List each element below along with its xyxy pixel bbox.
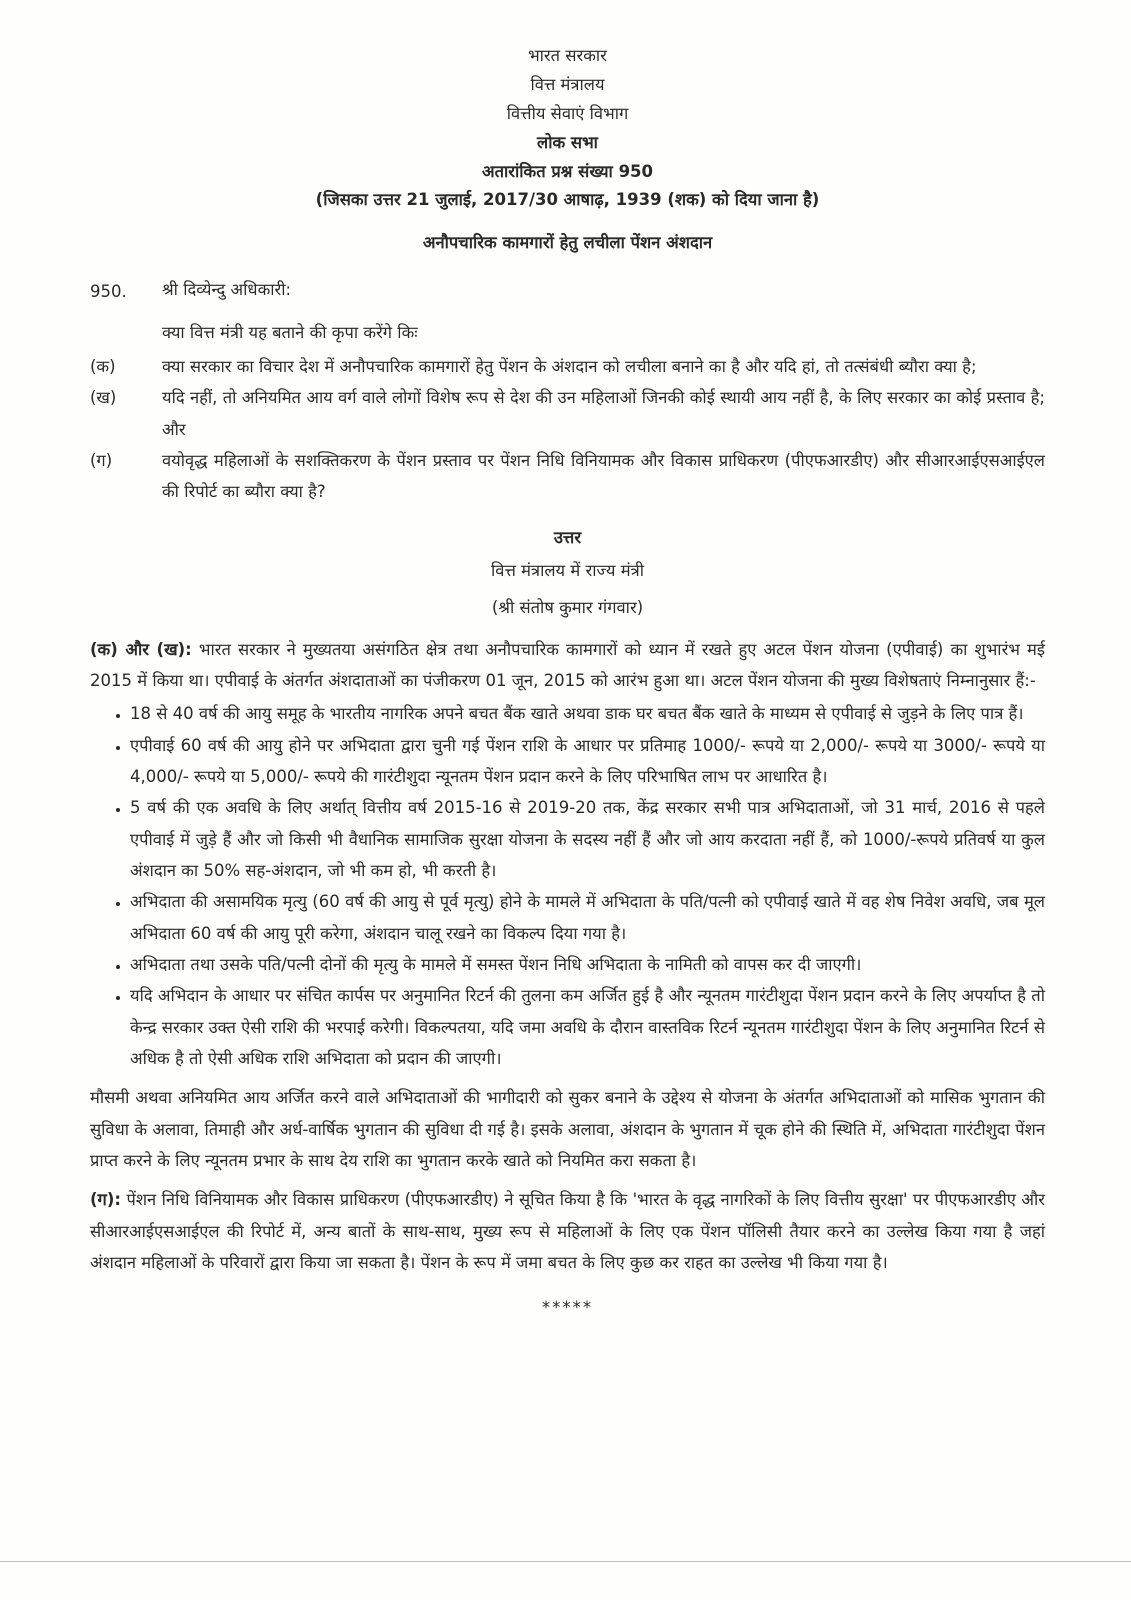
answer-date-line: (जिसका उत्तर 21 जुलाई, 2017/30 आषाढ़, 1939 (शक) को दिया जाना है)	[315, 190, 820, 210]
question-part-ka	[90, 351, 1045, 382]
government-name: भारत सरकार	[528, 46, 607, 65]
document-header	[90, 42, 1045, 258]
feature-item	[130, 698, 1045, 729]
question-part-label: (ख)	[90, 388, 117, 408]
question-intro: क्या वित्त मंत्री यह बताने की कृपा करेंगे किः	[162, 323, 418, 343]
feature-item-text: 5 वर्ष की एक अवधि के लिए अर्थात् वित्तीय वर्ष 2015-16 से 2019-20 तक, केंद्र सरकार सभी पात्र अभिदाताओं, जो 31 मार्च, 2016 से पहले एपीवाई में जुड़े हैं और जो किसी भी वैधानिक सामाजिक सुरक्षा योजना के सदस्य नहीं हैं और जो आय करदाता नहीं हैं, को 1000/-रूपये प्रतिवर्ष या कुल अंशदान का 50% सह-अंशदान, जो भी कम हो, भी करती है।	[130, 798, 1045, 880]
question-part-kha	[90, 382, 1045, 445]
answer-section	[90, 522, 1045, 1324]
answer-para-ga-label: (ग):	[90, 1190, 121, 1210]
feature-item-text: अभिदाता तथा उसके पति/पत्नी दोनों की मृत्यु के मामले में समस्त पेंशन निधि अभिदाता के नामिती को वापस कर दी जाएगी।	[130, 955, 862, 974]
minister-name: (श्री संतोष कुमार गंगवार)	[491, 598, 644, 618]
feature-item-text: 18 से 40 वर्ष की आयु समूह के भारतीय नागरिक अपने बचत बैंक खाते अथवा डाक घर बचत बैंक खाते के माध्यम से एपीवाई से जुड़ने के लिए पात्र हैं।	[130, 704, 1024, 724]
ministry-name: वित्त मंत्रालय	[530, 74, 605, 94]
answer-para-ga-text: पेंशन निधि विनियामक और विकास प्राधिकरण (पीएफआरडीए) ने सूचित किया है कि 'भारत के वृद्ध नागरिकों के लिए वित्तीय सुरक्षा' पर पीएफआरडीए और सीआरआईएसआईएल की रिपोर्ट में, अन्य बातों के साथ-साथ, मुख्य रूप से महिलाओं के लिए एक पेंशन पॉलिसी तैयार करने का उल्लेख किया गया है जहां अंशदान महिलाओं के परिवारों द्वारा किया जा सकता है। पेंशन के रूप में जमा बचत के लिए कुछ कर राहत का उल्लेख भी किया गया है।	[90, 1190, 1046, 1273]
feature-item-text: एपीवाई 60 वर्ष की आयु होने पर अभिदाता द्वारा चुनी गई पेंशन राशि के आधार पर प्रतिमाह 1000/- रूपये या 2,000/- रूपये या 3000/- रूपये या 4,000/- रूपये या 5,000/- रूपये की गारंटीशुदा न्यूनतम पेंशन प्रदान करने के लिए परिभाषित लाभ पर आधारित है।	[130, 735, 1045, 786]
answer-para-flexibility: मौसमी अथवा अनियमित आय अर्जित करने वाले अभिदाताओं की भागीदारी को सुकर बनाने के उद्देश्य से योजना के अंतर्गत अभिदाताओं को मासिक भुगतान की सुविधा के अलावा, तिमाही और अर्ध-वार्षिक भुगतान की सुविधा दी गई है। इसके अलावा, अंशदान के भुगतान में चूक होने की स्थिति में, अभिदाता गारंटीशुदा पेंशन प्राप्त करने के लिए न्यूनतम प्रभार के साथ देय राशि का भुगतान करके खाते को नियमित करा सकता है।	[90, 1088, 1045, 1171]
question-part-ga	[90, 445, 1045, 508]
house-name: लोक सभा	[537, 132, 598, 152]
question-part-text: वयोवृद्ध महिलाओं के सशक्तिकरण के पेंशन प्रस्ताव पर पेंशन निधि विनियामक और विकास प्राधिकरण (पीएफआरडीए) और सीआरआईएसआईएल की रिपोर्ट का ब्यौरा क्या है?	[162, 450, 1045, 502]
answer-para-ka-kha	[90, 634, 1045, 697]
answer-heading: उत्तर	[553, 527, 582, 547]
feature-item-text: यदि अभिदान के आधार पर संचित कार्पस पर अनुमानित रिटर्न की तुलना कम अर्जित हुई है और न्यूनतम गारंटीशुदा पेंशन प्रदान करने के लिए अपर्याप्त है तो केन्द्र सरकार उक्त ऐसी राशि की भरपाई करेगी। विकल्पतया, यदि जमा अवधि के दौरान वास्तविक रिटर्न न्यूनतम गारंटीशुदा पेंशन के लिए अनुमानित रिटर्न से अधिक है तो ऐसी अधिक राशि अभिदाता को प्रदान की जाएगी।	[130, 986, 1045, 1069]
feature-item	[130, 980, 1045, 1074]
feature-item	[130, 730, 1045, 793]
scheme-features-list	[108, 698, 1045, 1074]
question-part-text: यदि नहीं, तो अनियमित आय वर्ग वाले लोगों विशेष रूप से देश की उन महिलाओं जिनकी कोई स्थायी आय नहीं है, के लिए सरकार का कोई प्रस्ताव है; और	[162, 388, 1045, 439]
end-marks: *****	[541, 1298, 594, 1318]
scan-artifact-line	[0, 1561, 1131, 1562]
question-member-name: श्री दिव्येन्दु अधिकारी:	[162, 280, 292, 300]
question-part-label: (ग)	[90, 450, 113, 470]
feature-item	[130, 949, 1045, 980]
question-number-line: अतारांकित प्रश्न संख्या 950	[481, 161, 654, 181]
answer-para-ka-kha-label: (क) और (ख):	[90, 639, 192, 659]
minister-designation: वित्त मंत्रालय में राज्य मंत्री	[491, 560, 644, 580]
question-section	[90, 274, 1045, 507]
feature-item	[130, 886, 1045, 949]
answer-para-ga	[90, 1184, 1045, 1278]
question-part-label: (क)	[90, 356, 116, 376]
department-name: वित्तीय सेवाएं विभाग	[506, 103, 629, 123]
question-number: 950.	[90, 282, 127, 302]
feature-item	[130, 792, 1045, 886]
question-member-row	[90, 274, 1045, 307]
feature-item-text: अभिदाता की असामयिक मृत्यु (60 वर्ष की आयु से पूर्व मृत्यु) होने के मामले में अभिदाता के पति/पत्नी को एपीवाई खाते में वह शेष निवेश अवधि, जब मूल अभिदाता 60 वर्ष की आयु पूरी करेगा, अंशदान चालू रखने का विकल्प दिया गया है।	[130, 892, 1045, 943]
question-part-text: क्या सरकार का विचार देश में अनौपचारिक कामगारों हेतु पेंशन के अंशदान को लचीला बनाने का है और यदि हां, तो तत्संबंधी ब्यौरा क्या है;	[162, 356, 977, 376]
answer-para-ka-kha-text: भारत सरकार ने मुख्यतया असंगठित क्षेत्र तथा अनौपचारिक कामगारों को ध्यान में रखते हुए अटल पेंशन योजना (एपीवाई) का शुभारंभ मई 2015 में किया था। एपीवाई के अंतर्गत अंशदाताओं का पंजीकरण 01 जून, 2015 को आरंभ हुआ था। अटल पेंशन योजना की मुख्य विशेषताएं निम्नानुसार हैं:-	[90, 639, 1045, 690]
question-subject: अनौपचारिक कामगारों हेतु लचीला पेंशन अंशदान	[422, 233, 713, 253]
